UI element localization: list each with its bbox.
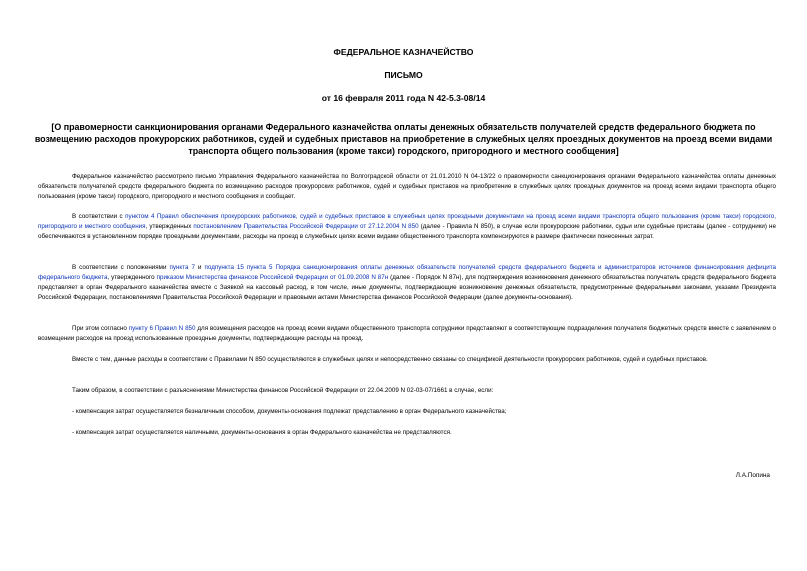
paragraph-3 <box>38 263 776 303</box>
paragraph-5: Вместе с тем, данные расходы в соответствии с Правилами N 850 осуществляются в служебных целях и непосредственно связаны со спецификой деятельности прокурорских работников, судей и судебных приставов. <box>72 356 708 363</box>
paragraph-3-text: и <box>194 264 205 271</box>
paragraph-7: - компенсация затрат осуществляется безналичным способом, документы-основания подлежат представлению в орган Федерального казначейства; <box>72 408 507 415</box>
link-order-sanctioning[interactable]: подпункта 15 пункта 5 Порядка санкционирования оплаты денежных обязательств получателей средств федерального бюджета и администраторов источников финансирования дефицита федерального бюджета <box>38 264 777 281</box>
paragraph-8: - компенсация затрат осуществляется наличными, документы-основания в орган Федерального казначейства не представляются. <box>72 429 452 436</box>
paragraph-2 <box>38 212 776 242</box>
paragraph-3-text: , утвержденного <box>107 274 157 281</box>
paragraph-4-text: При этом согласно <box>72 325 129 332</box>
paragraph-1: Федеральное казначейство рассмотрело письмо Управления Федерального казначейства по Волгоградской области от 21.01.2010 N 04-13/22 о правомерности санкционирования органами Федерального казначейства оплаты денежных обязательств получателей средств федерального бюджета по возмещению расходов прокурорских работников, судей и судебных приставов на приобретение в служебных целях проездных документов на проезд всеми видами транспорта общего пользования (кроме такси) городского, пригородного и местного сообщения и сообщает. <box>38 173 776 200</box>
paragraph-3-text: В соответствии с положениями <box>72 264 170 271</box>
paragraph-4-text: для возмещения расходов на проезд всеми видами общественного транспорта сотрудники представляют в соответствующие подразделения получателя бюджетных средств вместе с заявлением о возмещении расходов на проезд использованные проездные документы, подтверждающие расходы на проезд. <box>38 325 776 342</box>
link-minfin-order-87n[interactable]: приказом Министерства финансов Российской Федерации от 01.09.2008 N 87н <box>156 274 389 281</box>
link-rules-item-4[interactable]: пунктом 4 Правил обеспечения прокурорских работников, судей и судебных приставов в служебных целях проездными документами на проезд всеми видами транспорта общего пользования (кроме такси) городского, пригородного и местного сообщения <box>38 213 777 230</box>
link-rules-item-6[interactable]: пункту 6 Правил N 850 <box>128 325 196 332</box>
signature: Л.А.Попина <box>735 472 770 479</box>
paragraph-2-text: В соответствии с <box>72 213 126 220</box>
link-item-7[interactable]: пункта 7 <box>169 264 195 271</box>
paragraph-4 <box>38 324 776 344</box>
paragraph-6: Таким образом, в соответствии с разъяснениями Министерства финансов Российской Федерации от 22.04.2009 N 02-03-07/1661 в случае, если: <box>72 387 494 394</box>
document-type-heading: ПИСЬМО <box>384 70 423 80</box>
paragraph-3-text: (далее - Порядок N 87н), для подтверждения возникновения денежного обязательства получатель средств федерального бюджета представляет в орган Федерального казначейства вместе с Заявкой на кассовый расход, в том числе, иные документы, подтверждающие возникновение денежных обязательств, предусмотренные федеральными законами, указами Президента Российской Федерации, постановлениями Правительства Российской Федерации и правовыми актами Министерства финансов Российской Федерации (далее документы-основания). <box>38 274 776 301</box>
document-subject: [О правомерности санкционирования органами Федерального казначейства оплаты денежных обязательств получателей средств федерального бюджета по возмещению расходов прокурорских работников, судей и судебных приставов на приобретение в служебных целях проездных документов на проезд всеми видами транспорта общего пользования (кроме такси) городского, пригородного и местного сообщения] <box>34 122 773 156</box>
link-government-resolution-850[interactable]: постановлением Правительства Российской Федерации от 27.12.2004 N 850 <box>193 223 419 230</box>
document-date-number: от 16 февраля 2011 года N 42-5.3-08/14 <box>321 93 486 103</box>
paragraph-2-text: (далее - Правила N 850), в случае если прокурорские работники, судьи или судебные приставы (далее - сотрудники) не обеспечиваются в установленном порядке проездными документами, расходы на проезд в служебных целях всеми видами общественного транспорта компенсируются в размере фактически понесенных затрат. <box>38 223 776 240</box>
organization-heading: ФЕДЕРАЛЬНОЕ КАЗНАЧЕЙСТВО <box>333 47 474 57</box>
paragraph-2-text: , утвержденных <box>145 223 194 230</box>
